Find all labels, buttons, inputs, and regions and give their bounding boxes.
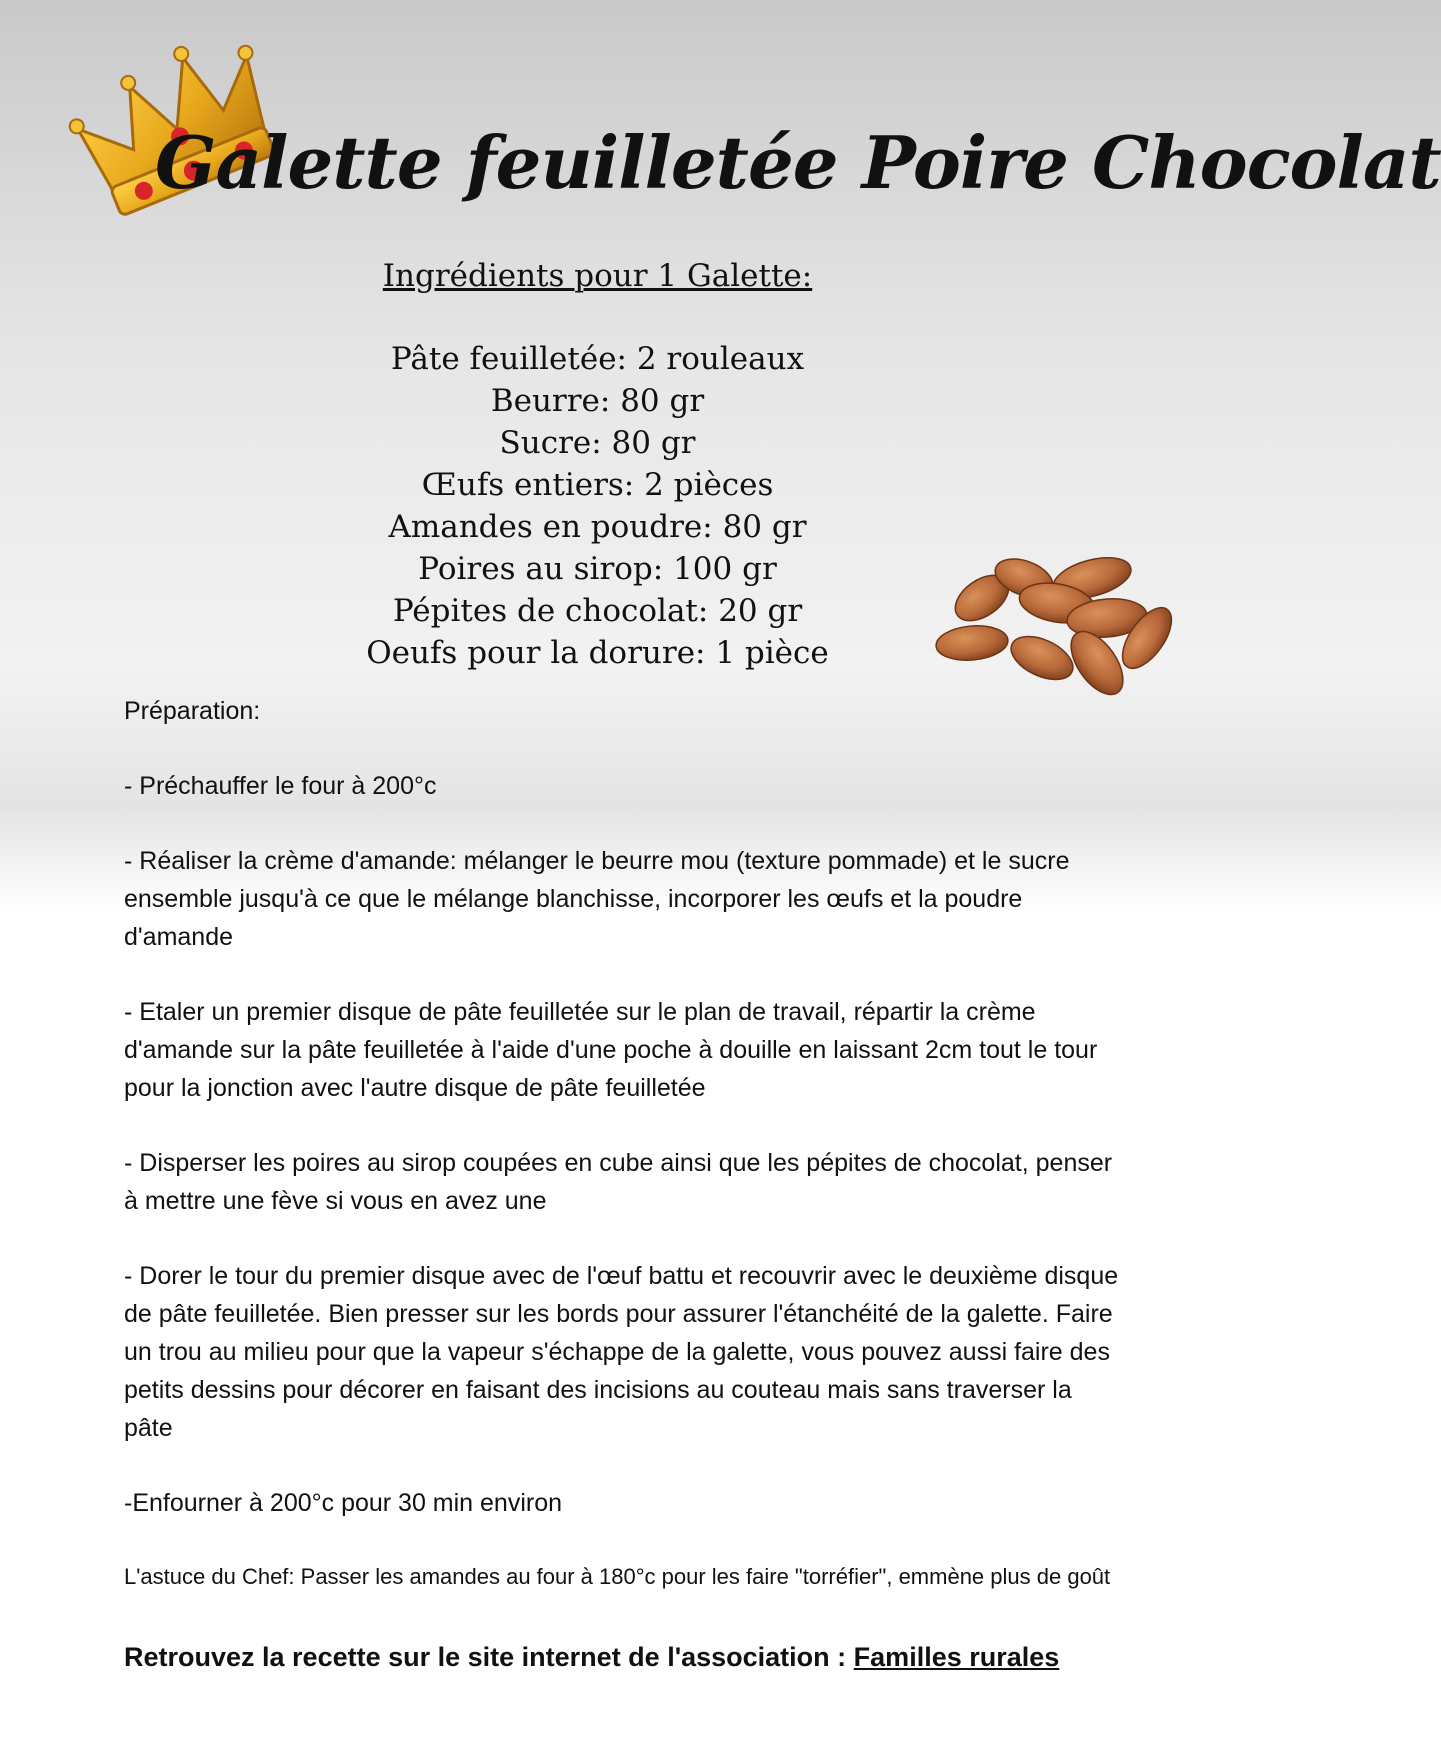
ingredient-item: Beurre: 80 gr: [490, 383, 705, 419]
chef-tip: L'astuce du Chef: Passer les amandes au four à 180°c pour les faire "torréfier", emmène plus de goût: [124, 1564, 1111, 1589]
preparation-heading: Préparation:: [124, 697, 261, 725]
preparation-step: - Disperser les poires au sirop coupées en cube ainsi que les pépites de chocolat, penser à mettre une fève si vous en avez une: [124, 1149, 1113, 1215]
footer-text: Retrouvez la recette sur le site internet de l'association :: [124, 1642, 854, 1672]
ingredient-item: Amandes en poudre: 80 gr: [388, 509, 807, 545]
ingredient-item: Poires au sirop: 100 gr: [418, 551, 777, 587]
ingredient-item: Œufs entiers: 2 pièces: [421, 467, 774, 503]
ingredient-item: Pépites de chocolat: 20 gr: [392, 593, 803, 629]
preparation-step: -Enfourner à 200°c pour 30 min environ: [124, 1489, 563, 1517]
footer: [124, 1637, 1124, 1677]
ingredients-list: [200, 338, 995, 674]
preparation-step: - Réaliser la crème d'amande: mélanger le beurre mou (texture pommade) et le sucre ensemble jusqu'à ce que le mélange blanchisse, incorporer les œufs et la poudre d'amande: [124, 847, 1070, 951]
ingredient-item: Oeufs pour la dorure: 1 pièce: [366, 635, 829, 671]
preparation-step: - Etaler un premier disque de pâte feuilletée sur le plan de travail, répartir la crème d'amande sur la pâte feuilletée à l'aide d'une poche à douille en laissant 2cm tout le tour pour la jonction avec l'autre disque de pâte feuilletée: [124, 998, 1098, 1102]
preparation-step: - Dorer le tour du premier disque avec de l'œuf battu et recouvrir avec le deuxième disque de pâte feuilletée. Bien presser sur les bords pour assurer l'étanchéité de la galette. Faire un trou au milieu pour que la vapeur s'échappe de la galette, vous pouvez aussi faire des petits dessins pour décorer en faisant des incisions au couteau mais sans traverser la pâte: [124, 1262, 1119, 1442]
families-rurales-link[interactable]: Familles rurales: [853, 1642, 1060, 1672]
preparation-section: [124, 692, 1124, 1677]
ingredients-heading: Ingrédients pour 1 Galette:: [382, 258, 813, 294]
preparation-step: - Préchauffer le four à 200°c: [124, 772, 437, 800]
almonds-image: [932, 548, 1182, 708]
ingredient-item: Pâte feuilletée: 2 rouleaux: [390, 341, 805, 377]
ingredient-item: Sucre: 80 gr: [499, 425, 696, 461]
ingredients-section: [200, 250, 995, 674]
page-title: Galette feuilletée Poire Chocolat: [155, 120, 1441, 205]
